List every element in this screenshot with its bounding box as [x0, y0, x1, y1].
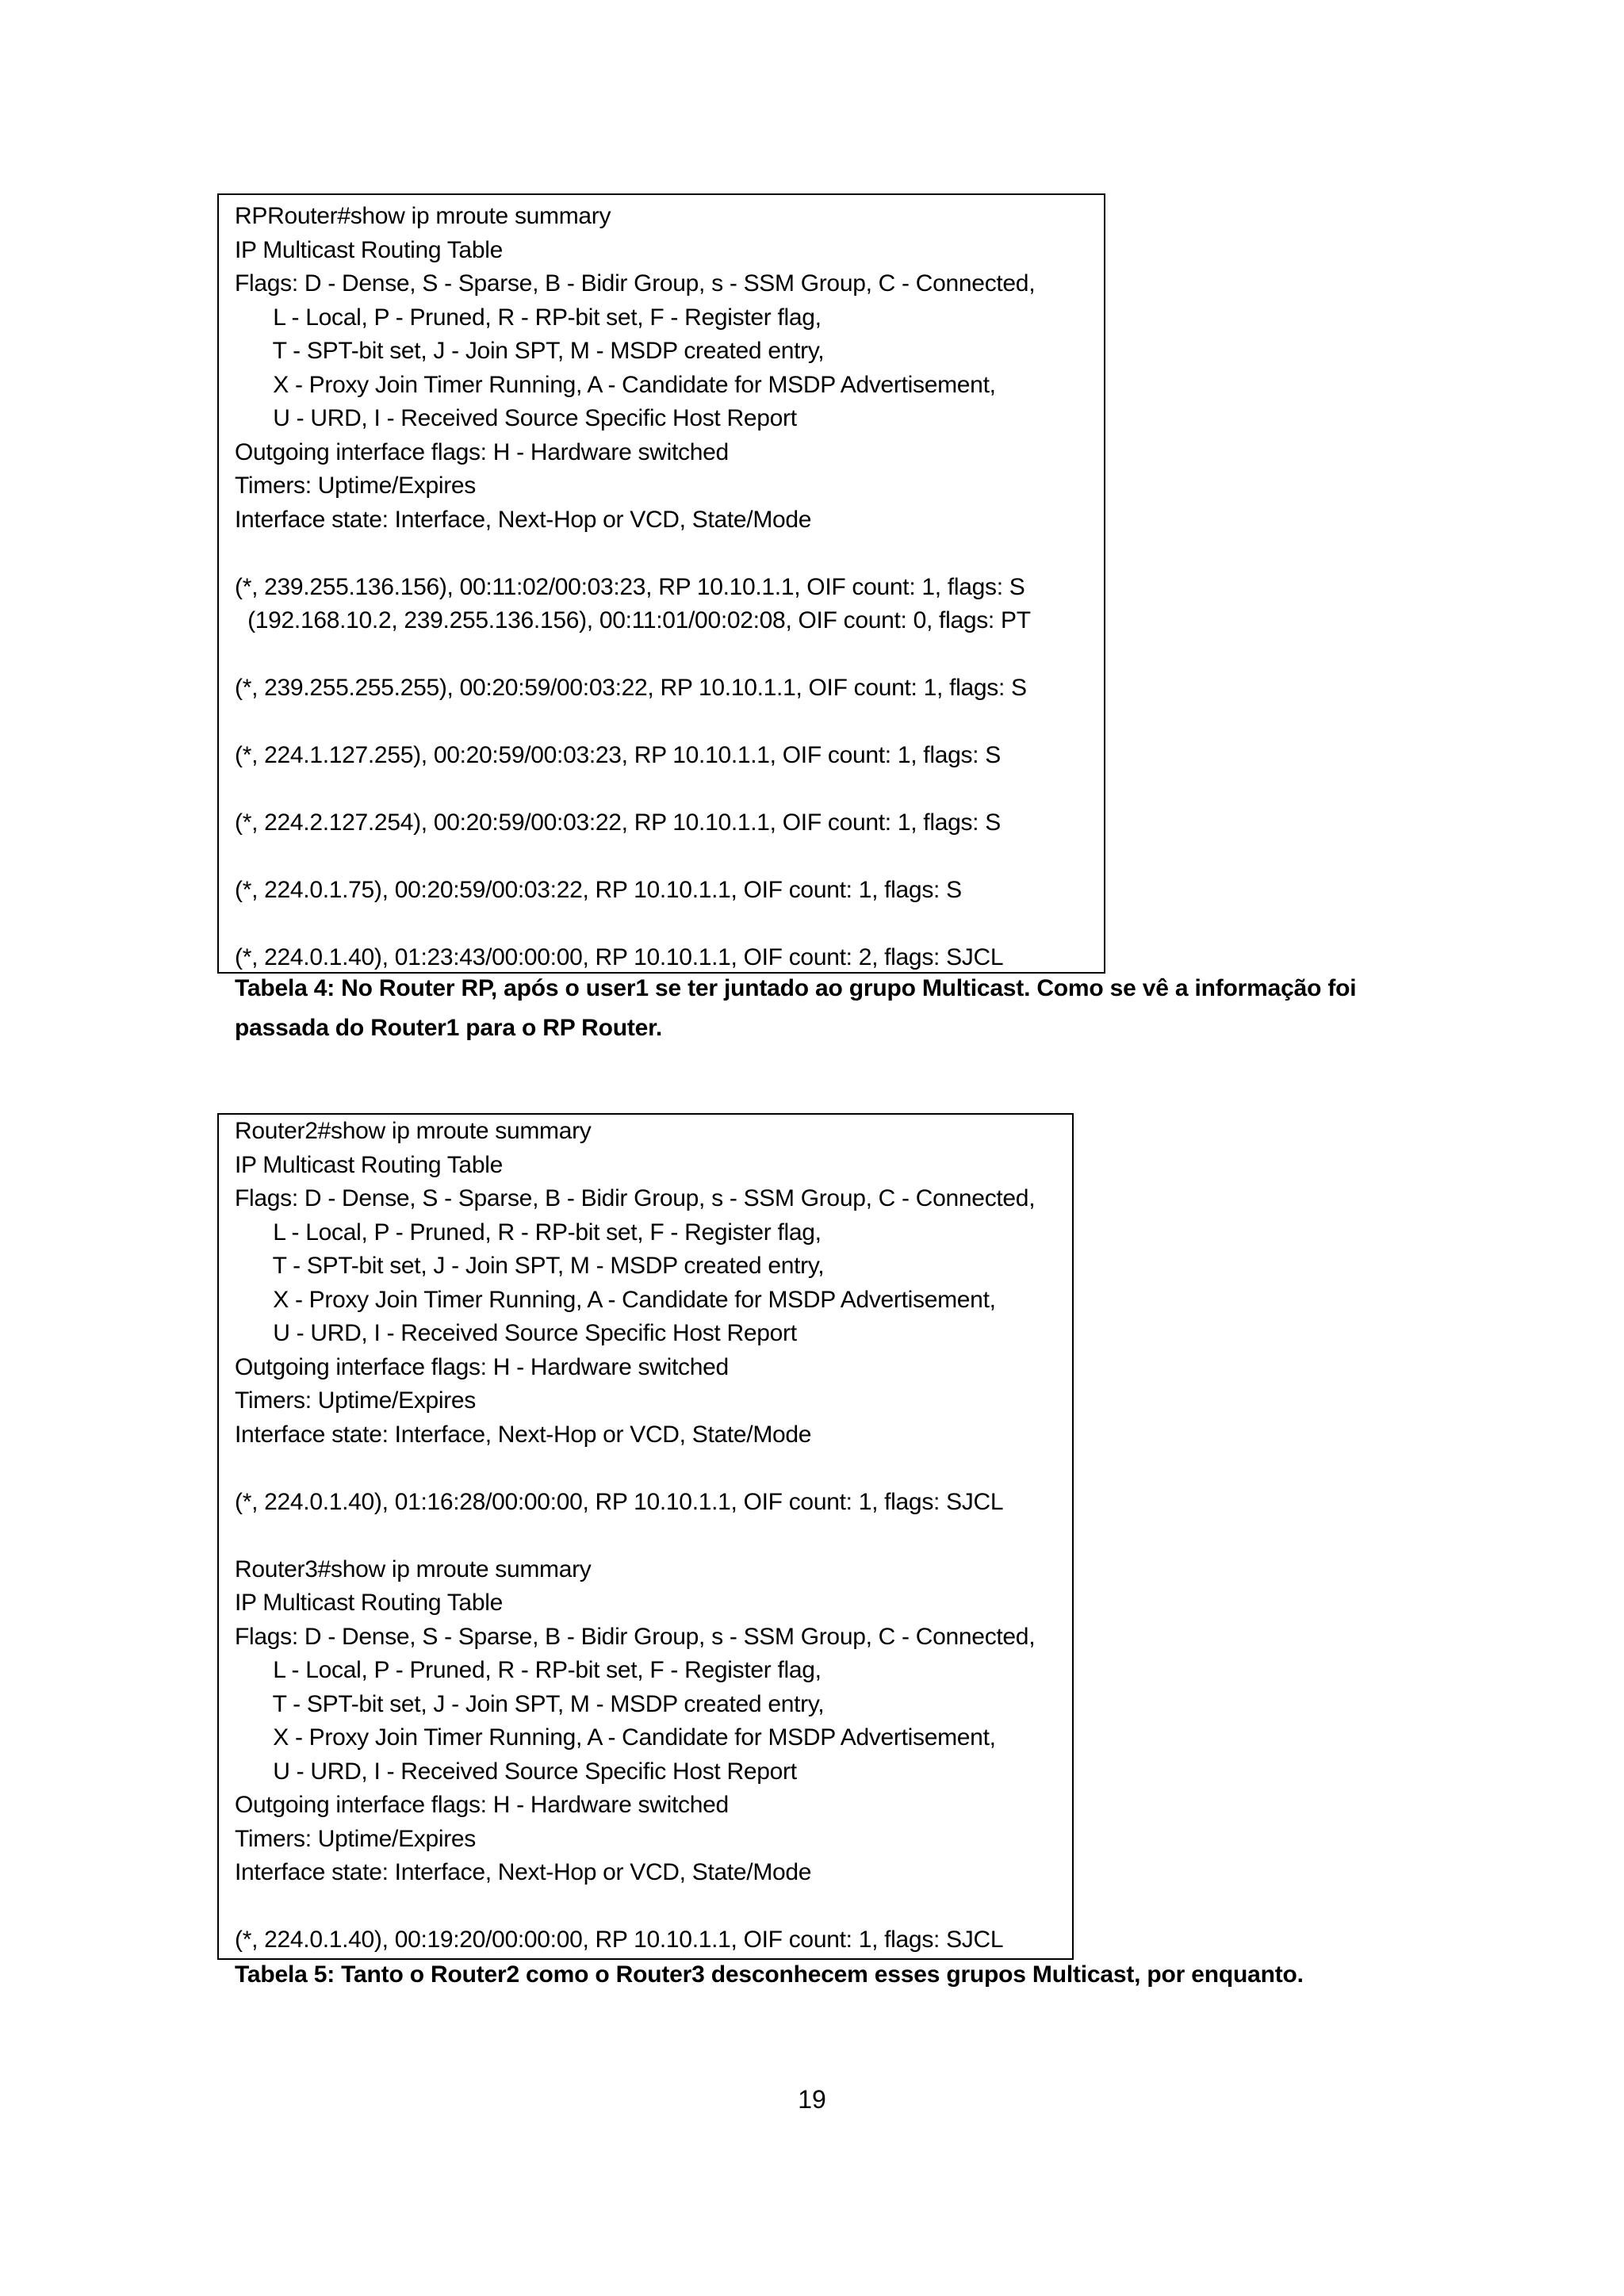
output-line: (*, 224.0.1.75), 00:20:59/00:03:22, RP 10.10.1.1, OIF count: 1, flags: S — [235, 877, 962, 903]
output-line: U - URD, I - Received Source Specific Host Report — [235, 1758, 797, 1785]
output-line: L - Local, P - Pruned, R - RP-bit set, F - Register flag, — [235, 1219, 822, 1246]
output-line: (*, 224.1.127.255), 00:20:59/00:03:23, RP 10.10.1.1, OIF count: 1, flags: S — [235, 742, 1001, 768]
output-line: U - URD, I - Received Source Specific Host Report — [235, 405, 797, 431]
table-4-output-box — [217, 193, 1105, 974]
output-line: Timers: Uptime/Expires — [235, 473, 477, 499]
output-line: X - Proxy Join Timer Running, A - Candidate for MSDP Advertisement, — [235, 1286, 996, 1313]
output-line: T - SPT-bit set, J - Join SPT, M - MSDP created entry, — [235, 338, 825, 364]
output-line: L - Local, P - Pruned, R - RP-bit set, F - Register flag, — [235, 304, 822, 331]
output-line: T - SPT-bit set, J - Join SPT, M - MSDP created entry, — [235, 1253, 825, 1279]
output-line: Interface state: Interface, Next-Hop or VCD, State/Mode — [235, 1859, 812, 1885]
page-number: 19 — [798, 2085, 826, 2114]
output-line: (*, 224.0.1.40), 01:16:28/00:00:00, RP 10.10.1.1, OIF count: 1, flags: SJCL — [235, 1488, 1004, 1515]
table-4-caption-line-1: Tabela 4: No Router RP, após o user1 se ter juntado ao grupo Multicast. Como se vê a informação foi — [235, 975, 1357, 1001]
output-line: (*, 224.0.1.40), 01:23:43/00:00:00, RP 10.10.1.1, OIF count: 2, flags: SJCL — [235, 944, 1004, 970]
table-4-caption-line-2: passada do Router1 para o RP Router. — [235, 1015, 663, 1041]
output-line: Interface state: Interface, Next-Hop or VCD, State/Mode — [235, 1421, 812, 1448]
output-line: Outgoing interface flags: H - Hardware switched — [235, 438, 729, 465]
output-line: IP Multicast Routing Table — [235, 1590, 503, 1616]
output-line: Timers: Uptime/Expires — [235, 1387, 477, 1414]
output-line: (*, 224.0.1.40), 00:19:20/00:00:00, RP 10.10.1.1, OIF count: 1, flags: SJCL — [235, 1927, 1004, 1953]
output-line: (192.168.10.2, 239.255.136.156), 00:11:01/00:02:08, OIF count: 0, flags: PT — [235, 607, 1031, 633]
output-line: (*, 224.2.127.254), 00:20:59/00:03:22, RP 10.10.1.1, OIF count: 1, flags: S — [235, 809, 1001, 836]
output-line: Router2#show ip mroute summary — [235, 1118, 592, 1144]
table-5-output-box — [217, 1113, 1074, 1960]
output-line: Flags: D - Dense, S - Sparse, B - Bidir Group, s - SSM Group, C - Connected, — [235, 1185, 1036, 1211]
output-line: IP Multicast Routing Table — [235, 236, 503, 263]
output-line: RPRouter#show ip mroute summary — [235, 203, 611, 229]
output-line: Interface state: Interface, Next-Hop or VCD, State/Mode — [235, 506, 812, 533]
output-line: (*, 239.255.255.255), 00:20:59/00:03:22, RP 10.10.1.1, OIF count: 1, flags: S — [235, 675, 1027, 701]
output-line: (*, 239.255.136.156), 00:11:02/00:03:23, RP 10.10.1.1, OIF count: 1, flags: S — [235, 573, 1025, 600]
output-line: Flags: D - Dense, S - Sparse, B - Bidir Group, s - SSM Group, C - Connected, — [235, 1623, 1036, 1650]
output-line: X - Proxy Join Timer Running, A - Candidate for MSDP Advertisement, — [235, 371, 996, 398]
output-line: L - Local, P - Pruned, R - RP-bit set, F - Register flag, — [235, 1657, 822, 1683]
output-line: Router3#show ip mroute summary — [235, 1556, 592, 1582]
output-line: Timers: Uptime/Expires — [235, 1825, 477, 1852]
output-line: Outgoing interface flags: H - Hardware switched — [235, 1792, 729, 1818]
output-line: Flags: D - Dense, S - Sparse, B - Bidir Group, s - SSM Group, C - Connected, — [235, 270, 1036, 297]
output-line: IP Multicast Routing Table — [235, 1151, 503, 1178]
output-line: X - Proxy Join Timer Running, A - Candidate for MSDP Advertisement, — [235, 1724, 996, 1751]
output-line: T - SPT-bit set, J - Join SPT, M - MSDP created entry, — [235, 1690, 825, 1717]
table-5-caption: Tabela 5: Tanto o Router2 como o Router3 desconhecem esses grupos Multicast, por enquanto. — [235, 1961, 1304, 1988]
output-line: U - URD, I - Received Source Specific Host Report — [235, 1320, 797, 1346]
output-line: Outgoing interface flags: H - Hardware switched — [235, 1353, 729, 1380]
